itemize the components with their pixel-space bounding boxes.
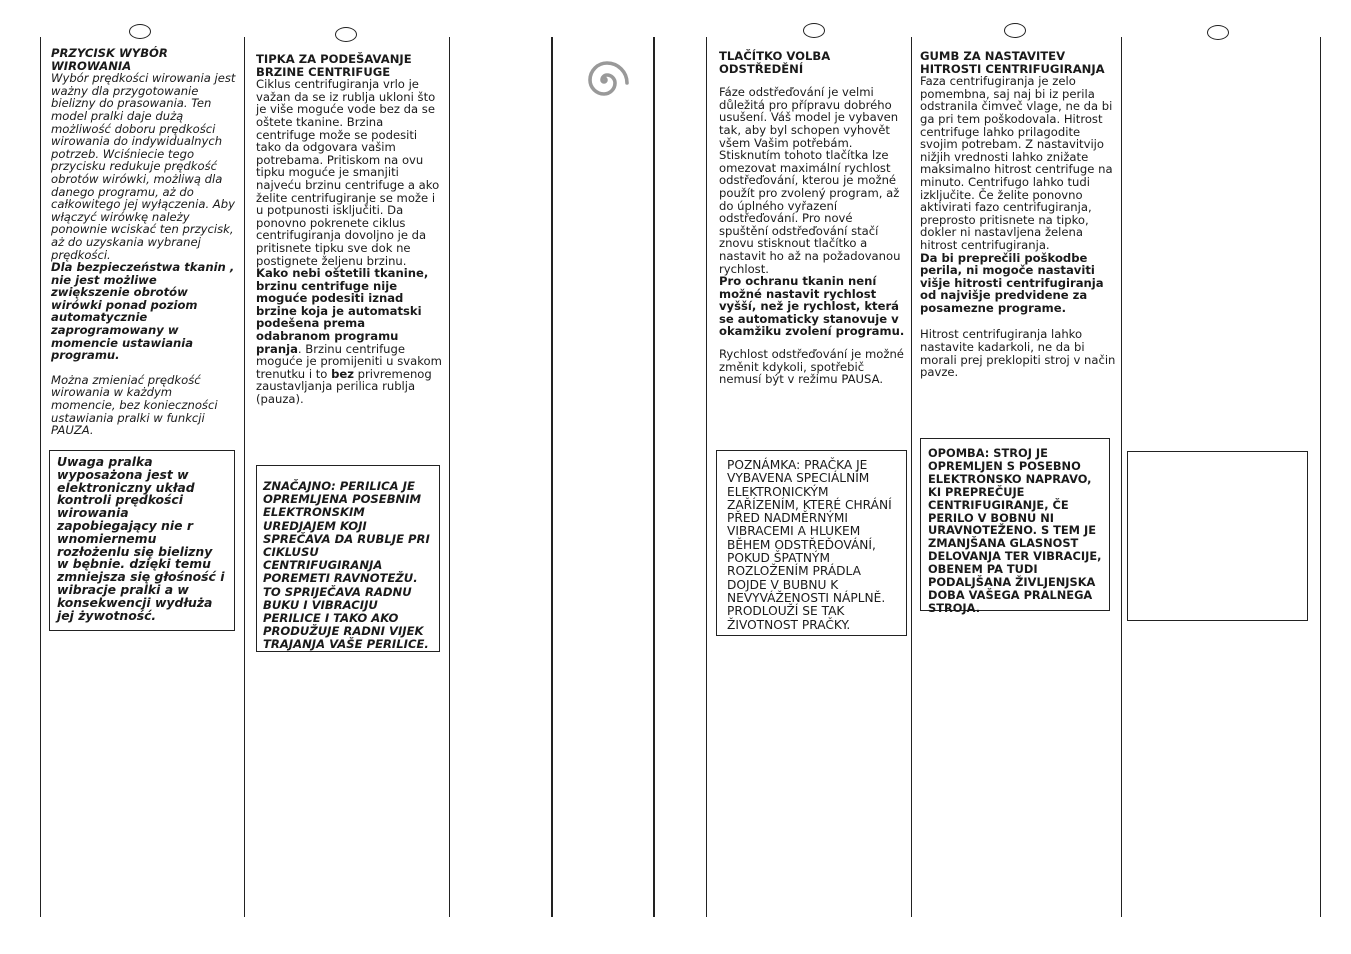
section-title: GUMB ZA NASTAVITEV HITROSTI CENTRIFUGIRANJA [920,49,1105,76]
column-rule [911,37,912,917]
oval-marker-icon [1004,23,1026,38]
column-czech [719,50,905,386]
section-warning: Pro ochranu tkanin není možné nastavit rychlost vyšší, než je rychlost, která se automaticky stanovuje v okamžiku zvolení programu. [719,274,905,339]
column-rule [653,37,655,917]
oval-marker-icon [1207,25,1229,40]
section-body: Fáze odstřeďování je velmi důležitá pro přípravu dobrého usušení. Váš model je vybaven tak, aby byl schopen vyhovět všem Vašim potřebám. Stisknutím tohoto tlačítka lze omezovat maximální rychlost odstřeďování, kterou je možné použít pro zvolený program, až do úplného vyřazení odstřeďování. Pro nové spuštění odstřeďování stačí znovu stisknout tlačítko a nastavit ho až na požadovanou rychlost. [719,85,901,276]
column-rule [244,37,245,917]
column-rule [449,37,450,917]
section-title: PRZYCISK WYBÓR WIROWANIA [51,46,168,73]
section-title: TIPKA ZA PODEŠAVANJE BRZINE CENTRIFUGE [256,52,412,79]
column-croatian [256,53,442,406]
column-rule [706,37,707,917]
note-box-croatian [256,465,440,652]
oval-marker-icon [129,24,151,39]
section-body-2: Rychlost odstřeďování je možné změnit kdykoli, spotřebič nemusí být v režimu PAUSA. [719,347,904,387]
note-box-polish [49,450,235,631]
empty-note-box [1127,451,1308,621]
section-warning: Dla bezpieczeństwa tkanin , nie jest możliwe zwiększenie obrotów wirówki ponad poziom automatycznie zaprogramowany w momencie ustawiania programu. [51,260,235,363]
spiral-logo-icon [578,54,630,106]
oval-marker-icon [335,27,357,42]
column-rule [1320,37,1321,917]
section-body: Ciklus centrifugiranja vrlo je važan da se iz rublja ukloni što je više moguće vode bez da se oštete tkanine. Brzina centrifuge može se podesiti tako da odgovara vašim potrebama. Pritiskom na ovu tipku moguće je smanjiti najveću brzinu centrifuge a ako želite centrifugiranje se može i u potpunosti isključiti. Da ponovno pokrenete ciklus centrifugiranja dovoljno je da pritisnete tipku sve dok ne postignete željenu brzinu. Kako nebi oštetili tkanine, brzinu centrifuge nije moguće podesiti iznad brzine koja je automatski podešena prema odabranom programu pranja. Brzinu centrifuge moguće je promijeniti u svakom trenutku i to bez privremenog zaustavljanja perilica rublja (pauza). [256,77,442,407]
note-text: OPOMBA: STROJ JE OPREMLJEN S POSEBNO ELEKTRONSKO NAPRAVO, KI PREPREČUJE CENTRIFUGIRANJE, ČE PERILO V BOBNU NI URAVNOTEŽENO. S TEM JE ZMANJŠANA GLASNOST DELOVANJA TER VIBRACIJE, OBENEM PA TUDI PODALJŠANA ŽIVLJENJSKA DOBA VAŠEGA PRALNEGA STROJA. [928,446,1102,615]
note-box-slovenian [920,438,1110,615]
note-text: POZNÁMKA: PRAČKA JE VYBAVENA SPECIÁLNÍM ELEKTRONICKÝM ZAŘÍZENÍM, KTERÉ CHRÁNÍ PŘED NADMĚRNÝMI VIBRACEMI A HLUKEM BĚHEM ODSTŘEĎOVÁNÍ, POKUD ŠPATNÝM ROZLOŽENÍM PRÁDLA DOJDE V BUBNU K NEVYVÁŽENOSTI NÁPLNĚ. PRODLOUŽÍ SE TAK ŽIVOTNOST PRAČKY. [727,458,892,632]
column-rule [40,37,41,917]
section-body: Faza centrifugiranja je zelo pomembna, saj naj bi iz perila odstranila čimveč vlage, ne da bi ga pri tem poškodovala. Hitrost centrifuge lahko prilagodite svojim potrebam. Z nastavitvijo nižjih vrednosti lahko znižate maksimalno hitrost centrifuge na minuto. Centrifugo lahko tudi izključite. Če želite ponovno aktivirati fazo centrifugiranja, preprosto pritisnete na tipko, dokler ni nastavljena želena hitrost centrifugiranja. [920,74,1113,252]
oval-marker-icon [803,23,825,38]
note-text: ZNAČAJNO: PERILICA JE OPREMLJENA POSEBNIM ELEKTRONSKIM UREDJAJEM KOJI SPREČAVA DA RUBLJE PRI CIKLUSU CENTRIFUGIRANJA POREMETI RAVNOTEŽU. TO SPRIJEČAVA RADNU BUKU I VIBRACIJU PERILICE I TAKO AKO PRODUŽUJE RADNI VIJEK TRAJANJA VAŠE PERILICE. [263,479,430,652]
section-title: TLAČÍTKO VOLBA ODSTŘEDĚNÍ [719,49,831,76]
section-warning: Da bi preprečili poškodbe perila, ni mogoče nastaviti višje hitrosti centrifugiranja od najvišje predvidene za posamezne programe. [920,250,1104,315]
section-body: Wybór prędkości wirowania jest ważny dla przygotowanie bielizny do prasowania. Ten model pralki daje dużą możliwość doboru prędkości wirowania do indywidualnych potrzeb. Wciśniecie tego przycisku redukuje prędkość obrotów wirówki, możliwą dla danego programu, aż do całkowitego jej wyłączenia. Aby włączyć wirówkę należy ponownie wciskać ten przycisk, aż do uzyskania wybranej prędkości. [51,71,236,262]
column-rule [551,37,553,917]
column-slovenian [920,50,1116,379]
section-body-2: Hitrost centrifugiranja lahko nastavite kadarkoli, ne da bi morali prej preklopiti stroj v način pavze. [920,327,1116,380]
note-box-czech [716,450,907,636]
section-body-2: Można zmieniać prędkość wirowania w każdym momencie, bez konieczności ustawiania pralki w funkcji PAUZA. [51,372,218,438]
column-polish [51,47,237,437]
column-rule [1121,37,1122,917]
note-text: Uwaga pralka wyposażona jest w elektroniczny układ kontroli prędkości wirowania zapobiegający nie r wnomiernemu rozłożenlu się bielizny w bębnie. dzięki temu zmniejsza się głośność i wibracje pralki a w konsekwencji wydłuża jej żywotność. [57,454,225,623]
